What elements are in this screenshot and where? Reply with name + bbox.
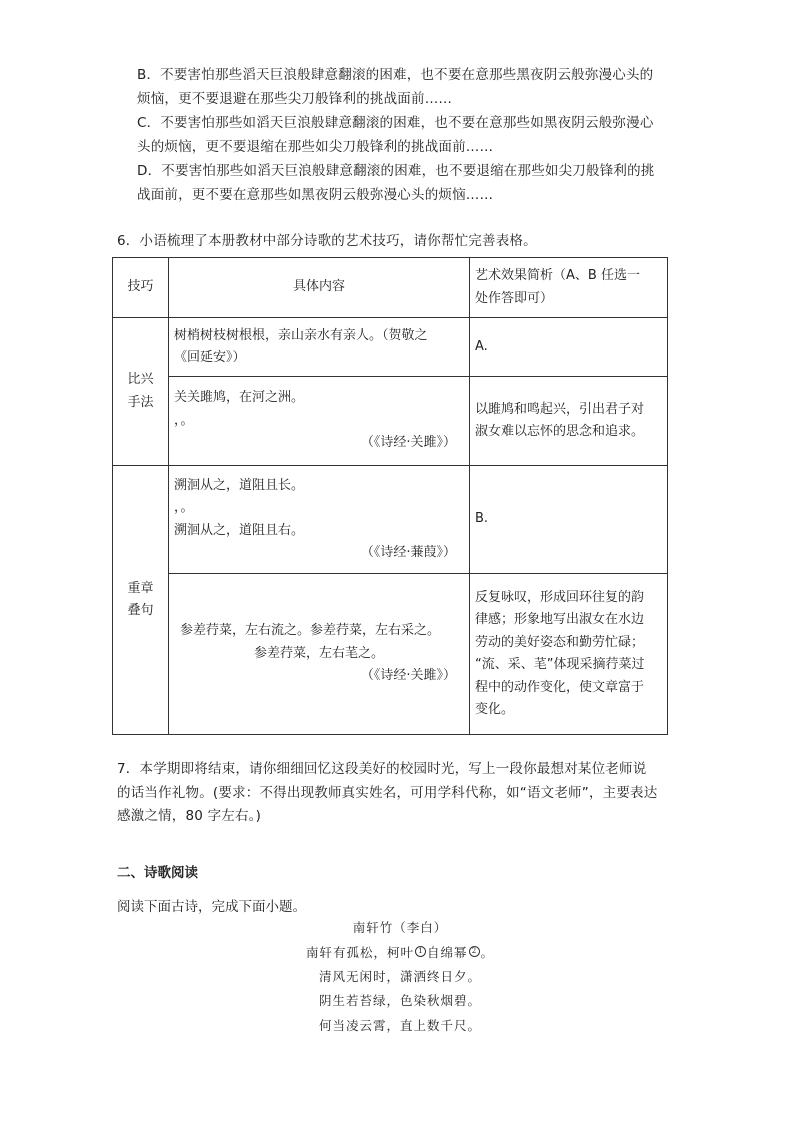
effect-guanju-2 xyxy=(470,574,668,735)
effect-guanju-2-line6: 变化。 xyxy=(475,702,515,717)
option-b-line2: 烦恼，更不要退避在那些尖刀般锋利的挑战面前…… xyxy=(137,90,453,107)
option-d xyxy=(137,160,672,207)
header-content: 具体内容 xyxy=(169,258,470,318)
footnote-1-marker: 1 xyxy=(415,946,426,957)
art-skills-table xyxy=(112,257,668,735)
poem-line-1 xyxy=(250,943,550,961)
question-7-line2: 的话当作礼物。(要求：不得出现教师真实姓名，可用学科代称，如“语文老师”，主要表达 xyxy=(117,784,658,801)
content-guanju-1-line1: 关关雎鸠，在河之洲。 xyxy=(174,390,305,406)
content-jianjia xyxy=(169,466,470,574)
effect-guanju-2-line5: 程中的动作变化，使文章富于 xyxy=(475,679,645,695)
table-row xyxy=(113,318,668,377)
option-c xyxy=(137,112,672,159)
question-7-line1: 7．本学期即将结束，请你细细回忆这段美好的校园时光，写上一段你最想对某位老师说 xyxy=(117,761,647,777)
poem-line-1-part-b: 自绵幂 xyxy=(426,945,468,960)
content-guanju-2-line2: 参差荇菜，左右芼之。 xyxy=(253,645,384,661)
effect-guanju-1-line1: 以雎鸠和鸣起兴，引出君子对 xyxy=(475,401,645,417)
question-7 xyxy=(117,758,677,829)
header-skill: 技巧 xyxy=(113,258,169,318)
skill-bixing xyxy=(113,318,169,466)
effect-a-answer-cell[interactable]: A. xyxy=(470,318,668,377)
footnote-2-marker: 2 xyxy=(469,946,480,957)
effect-guanju-1 xyxy=(470,377,668,466)
content-huiyanan xyxy=(169,318,470,377)
header-effect-line1: 艺术效果简析（A、B 任选一 xyxy=(475,268,640,283)
table-row xyxy=(113,574,668,735)
skill-bixing-line2: 手法 xyxy=(127,394,154,410)
option-c-line1: C．不要害怕那些如滔天巨浪般肆意翻滚的困难，也不要在意那些如黑夜阴云般弥漫心 xyxy=(137,115,654,131)
content-guanju-1 xyxy=(169,377,470,466)
poem-title: 南轩竹（李白） xyxy=(352,920,448,935)
table-row xyxy=(113,466,668,574)
content-jianjia-blank[interactable]: ，。 xyxy=(174,500,194,515)
effect-b-answer-cell[interactable]: B. xyxy=(470,466,668,574)
poem-instructions: 阅读下面古诗，完成下面小题。 xyxy=(117,899,306,915)
content-jianjia-source: （《诗经·蒹葭》） xyxy=(360,545,456,560)
effect-guanju-2-line4: “流、采、芼”体现采摘荇菜过 xyxy=(475,657,645,672)
option-c-line2: 头的烦恼，更不要退缩在那些如尖刀般锋利的挑战面前…… xyxy=(137,138,494,155)
question-7-line3: 感激之情，80 字左右。) xyxy=(117,808,262,824)
content-guanju-1-blank[interactable]: ，。 xyxy=(174,412,194,428)
effect-guanju-2-line2: 律感；形象地写出淑女在水边 xyxy=(475,612,645,627)
section-title: 二、诗歌阅读 xyxy=(117,865,198,881)
content-guanju-2-line1: 参差荇菜，左右流之。参差荇菜，左右采之。 xyxy=(180,623,441,639)
poem-line-1-part-c: 。 xyxy=(480,945,495,960)
header-effect xyxy=(470,258,668,318)
content-guanju-2 xyxy=(169,574,470,735)
effect-guanju-1-line2: 淑女难以忘怀的思念和追求。 xyxy=(475,424,645,439)
option-b xyxy=(137,64,672,111)
option-b-line1: B．不要害怕那些滔天巨浪般肆意翻滚的困难，也不要在意那些黑夜阴云般弥漫心头的 xyxy=(137,67,654,83)
skill-chongzhang-line2: 叠句 xyxy=(127,603,154,618)
content-guanju-2-source: （《诗经·关雎》） xyxy=(360,668,456,684)
option-d-line1: D．不要害怕那些如滔天巨浪般肆意翻滚的困难，也不要退缩在那些如尖刀般锋利的挑 xyxy=(137,163,655,179)
effect-guanju-2-line1: 反复咏叹，形成回环往复的韵 xyxy=(475,589,645,605)
skill-bixing-line1: 比兴 xyxy=(127,372,154,387)
poem-line-2: 清风无闲时，潇洒终日夕。 xyxy=(318,969,481,984)
content-jianjia-line3: 溯洄从之，道阻且右。 xyxy=(174,522,305,538)
content-guanju-1-source: （《诗经·关雎》） xyxy=(360,435,456,451)
skill-chongzhang-line1: 重章 xyxy=(127,580,154,596)
poem-line-4: 何当凌云霄，直上数千尺。 xyxy=(318,1018,481,1033)
content-jianjia-line1: 溯洄从之，道阻且长。 xyxy=(174,477,305,493)
question-6-prompt: 6．小语梳理了本册教材中部分诗歌的艺术技巧，请你帮忙完善表格。 xyxy=(117,233,537,249)
poem-line-1-part-a: 南轩有孤松，柯叶 xyxy=(305,945,414,960)
poem-line-3: 阴生若苔绿，色染秋烟碧。 xyxy=(318,993,481,1008)
option-d-line2: 战面前，更不要在意那些如黑夜阴云般弥漫心头的烦恼…… xyxy=(137,186,494,203)
table-row xyxy=(113,377,668,466)
content-huiyanan-line1: 树梢树枝树根根，亲山亲水有亲人。（贺敬之 xyxy=(174,327,428,343)
effect-guanju-2-line3: 劳动的美好姿态和勤劳忙碌； xyxy=(475,634,645,650)
content-huiyanan-line2: 《回延安》） xyxy=(174,350,246,365)
table-header-row xyxy=(113,258,668,318)
header-effect-line2: 处作答即可） xyxy=(475,290,554,306)
skill-chongzhang xyxy=(113,466,169,735)
